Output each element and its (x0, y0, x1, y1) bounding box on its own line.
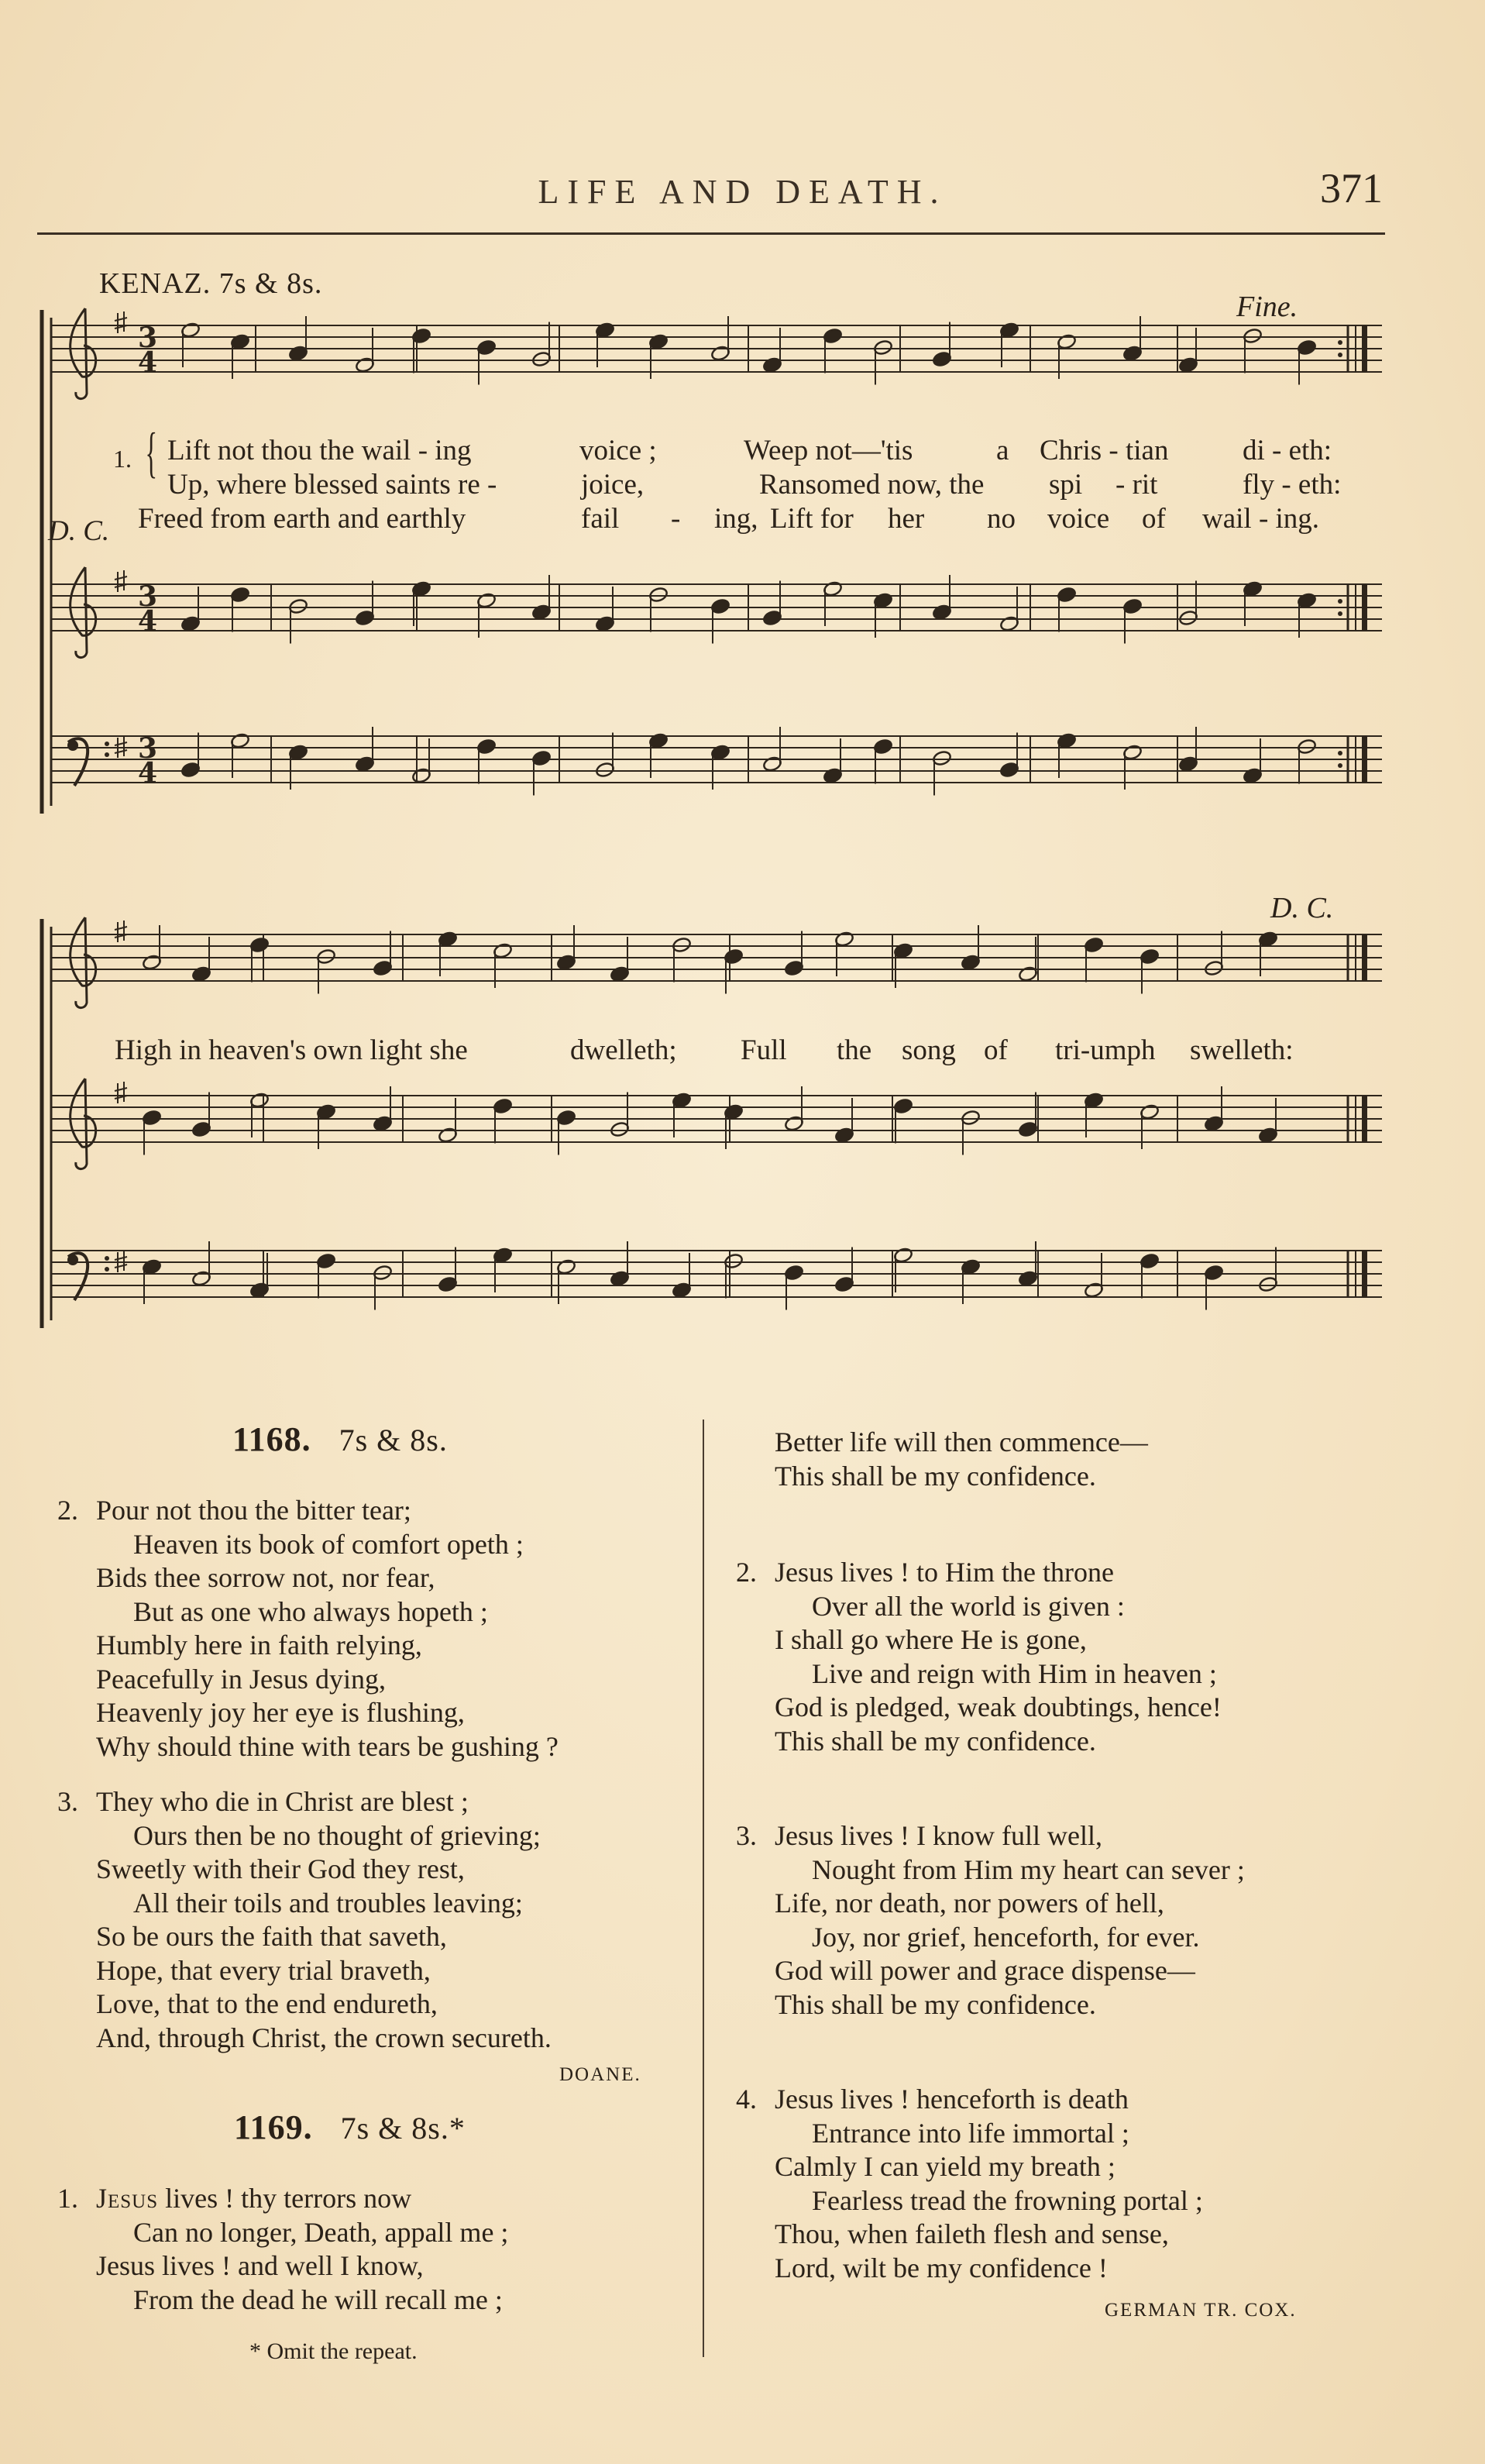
verse-line: This shall be my confidence. (775, 1725, 1096, 1757)
lyric-line4-a: High in heaven's own light she (115, 1034, 468, 1066)
verse-line: Joy, nor grief, henceforth, for ever. (812, 1921, 1200, 1953)
verse-line: Jesus lives ! henceforth is death (775, 2084, 1129, 2115)
time-signature-bottom: 4 (138, 757, 158, 790)
repeat-dot (1338, 599, 1342, 604)
bass-clef-dot (105, 1267, 109, 1272)
lyric-line1-f: di - eth: (1243, 435, 1332, 466)
verse-line: God will power and grace dispense— (775, 1955, 1195, 1986)
verse-line: Life, nor death, nor powers of hell, (775, 1888, 1164, 1919)
stanza-number: 2. (736, 1557, 757, 1588)
lyric-line4-g: tri-umph (1055, 1034, 1156, 1066)
verse-line: All their toils and troubles leaving; (133, 1887, 523, 1919)
verse-line: Jesus lives ! I know full well, (775, 1820, 1102, 1851)
hymn-1169-number: 1169. (234, 2108, 313, 2146)
bass-clef-dot (105, 742, 109, 746)
lyric-line2-c: Ransomed now, the (759, 469, 985, 501)
hymn-1169-attribution: GERMAN TR. COX. (1105, 2300, 1297, 2321)
stanza-number: 1. (57, 2183, 78, 2214)
verse-line: Better life will then commence— (775, 1426, 1148, 1457)
verse-line: Live and reign with Him in heaven ; (812, 1657, 1217, 1689)
final-bar-line (1362, 934, 1367, 981)
lyric-line4-h: swelleth: (1190, 1034, 1294, 1066)
lyric-line3-c: - (671, 503, 681, 535)
verse-line: Bids thee sorrow not, nor fear, (96, 1562, 435, 1593)
verse-line: I shall go where He is gone, (775, 1624, 1087, 1655)
stanza-number: 3. (736, 1820, 757, 1851)
lyric-line1-a: Lift not thou the wail - ing (167, 435, 472, 466)
first-word: Jesus (96, 2183, 159, 2214)
verse-brace: { (145, 422, 158, 484)
bass-clef-dot (105, 752, 109, 757)
lyric-line2-b: joice, (581, 469, 645, 501)
lyric-line1-b: voice ; (579, 435, 657, 466)
verse-line: Jesus lives ! and well I know, (96, 2250, 424, 2281)
lyric-line4-f: of (984, 1034, 1008, 1066)
hymn-1169-stanza-2 (736, 1556, 1222, 1758)
footnote: * Omit the repeat. (249, 2338, 418, 2364)
verse-line: Heavenly joy her eye is flushing, (96, 1697, 465, 1728)
column-divider (703, 1420, 704, 2357)
verse-line: Love, that to the end endureth, (96, 1988, 438, 2019)
time-signature-top: 3 (138, 580, 158, 613)
hymn-1169-stanza-1-continued (775, 1426, 1148, 1493)
lyric-line2-d: spi (1049, 469, 1083, 501)
verse-line: Why should thine with tears be gushing ? (96, 1730, 559, 1762)
verse-line: Fearless tread the frowning portal ; (812, 2184, 1203, 2216)
final-bar-line (1362, 1251, 1367, 1297)
verse-line: So be ours the faith that saveth, (96, 1921, 447, 1952)
fine-mark: Fine. (1236, 291, 1298, 323)
tune-name: KENAZ. 7s & 8s. (99, 267, 323, 300)
sharp-icon (115, 570, 127, 592)
verse-line: Entrance into life immortal ; (812, 2117, 1129, 2149)
stanza-number: 2. (57, 1495, 78, 1526)
repeat-dot (1338, 353, 1342, 357)
hymn-1168-stanza-3 (57, 1785, 552, 2055)
verse-line: Heaven its book of comfort opeth ; (133, 1528, 524, 1560)
lyric-line4-c: Full (741, 1034, 787, 1066)
time-signature-bottom: 4 (138, 346, 158, 379)
hymn-1169-heading (234, 2108, 466, 2147)
dc-label: D. C. (48, 515, 110, 547)
verse-line: lives ! thy terrors now (158, 2183, 412, 2214)
lyric-line1-d: a (996, 435, 1009, 466)
verse-line: Humbly here in faith relying, (96, 1629, 422, 1660)
lyric-line3-b: fail (581, 503, 620, 535)
lyric-line3-e: Lift for (770, 503, 854, 535)
time-signature-top: 3 (138, 732, 158, 765)
hymn-1168-heading (232, 1420, 448, 1459)
repeat-dot (1338, 611, 1342, 616)
final-bar-line (1362, 584, 1367, 631)
hymn-1169-meter: 7s & 8s.* (340, 2111, 466, 2146)
verse-line: And, through Christ, the crown secureth. (96, 2022, 552, 2053)
hymn-1169-stanza-3 (736, 1819, 1245, 2022)
lyric-line1-c: Weep not—'tis (744, 435, 913, 466)
hymn-1169-stanza-4 (736, 2083, 1203, 2285)
lyric-line1-e: Chris - tian (1040, 435, 1169, 466)
lyric-line3-j: wail - ing. (1202, 503, 1320, 535)
lyric-line2-f: fly - eth: (1243, 469, 1342, 501)
page-number: 371 (1320, 165, 1383, 212)
lyric-line3-d: ing, (714, 503, 758, 535)
verse-line: Sweetly with their God they rest, (96, 1853, 465, 1884)
final-bar-line (1362, 1096, 1367, 1142)
final-bar-line (1362, 325, 1367, 372)
hymn-1168-meter: 7s & 8s. (339, 1423, 448, 1457)
treble-clef-icon (70, 917, 96, 1008)
sharp-icon (115, 1082, 127, 1103)
hymn-1169-stanza-1 (57, 2182, 509, 2317)
hymn-1168-attribution: DOANE. (559, 2064, 641, 2085)
stanza-number: 4. (736, 2084, 757, 2115)
lyric-line3-i: of (1142, 503, 1166, 535)
repeat-dot (1338, 340, 1342, 345)
verse-line: This shall be my confidence. (775, 1460, 1096, 1492)
verse-line: Pour not thou the bitter tear; (96, 1495, 411, 1526)
verse-line: They who die in Christ are blest ; (96, 1786, 469, 1817)
verse-line: But as one who always hopeth ; (133, 1595, 488, 1627)
repeat-dot (1338, 751, 1342, 755)
repeat-dot (1338, 763, 1342, 768)
time-signature-bottom: 4 (138, 605, 158, 638)
hymn-1168-stanza-2 (57, 1494, 559, 1764)
verse-line: Lord, wilt be my confidence ! (775, 2252, 1108, 2283)
verse-line: Can no longer, Death, appall me ; (133, 2216, 509, 2248)
verse-line: Calmly I can yield my breath ; (775, 2151, 1115, 2182)
lyric-line3-g: no (987, 503, 1016, 535)
lyric-line4-b: dwelleth; (570, 1034, 677, 1066)
verse-line: Jesus lives ! to Him the throne (775, 1557, 1114, 1588)
bass-clef-dot (105, 1256, 109, 1261)
stanza-number: 3. (57, 1786, 78, 1817)
verse-line: This shall be my confidence. (775, 1988, 1096, 2020)
dc-mark: D. C. (1270, 892, 1334, 924)
treble-clef-icon (70, 567, 96, 658)
lyric-line2-a: Up, where blessed saints re - (167, 469, 497, 501)
lyric-line4-d: the (837, 1034, 872, 1066)
time-signature-top: 3 (138, 322, 158, 354)
sharp-icon (115, 311, 127, 333)
verse-line: Peacefully in Jesus dying, (96, 1663, 386, 1695)
lyric-line3-h: voice (1047, 503, 1110, 535)
treble-clef-icon (70, 1079, 96, 1169)
verse-line: God is pledged, weak doubtings, hence! (775, 1691, 1222, 1722)
verse-line: Over all the world is given : (812, 1590, 1125, 1622)
verse-line: From the dead he will recall me ; (133, 2283, 503, 2315)
verse-line: Nought from Him my heart can sever ; (812, 1853, 1245, 1885)
lyric-line3-a: Freed from earth and earthly (138, 503, 466, 535)
treble-clef-icon (70, 308, 96, 399)
lyric-line2-e: - rit (1115, 469, 1158, 501)
hymn-1168-number: 1168. (232, 1420, 311, 1458)
running-title: LIFE AND DEATH. (538, 173, 947, 211)
verse-line: Thou, when faileth flesh and sense, (775, 2218, 1169, 2249)
final-bar-line (1362, 736, 1367, 783)
verse-number-1: 1. (113, 445, 132, 473)
verse-line: Hope, that every trial braveth, (96, 1954, 431, 1986)
sharp-icon (115, 921, 127, 942)
lyric-line4-e: song (902, 1034, 956, 1066)
lyric-line3-f: her (888, 503, 925, 535)
verse-line: Ours then be no thought of grieving; (133, 1819, 541, 1851)
